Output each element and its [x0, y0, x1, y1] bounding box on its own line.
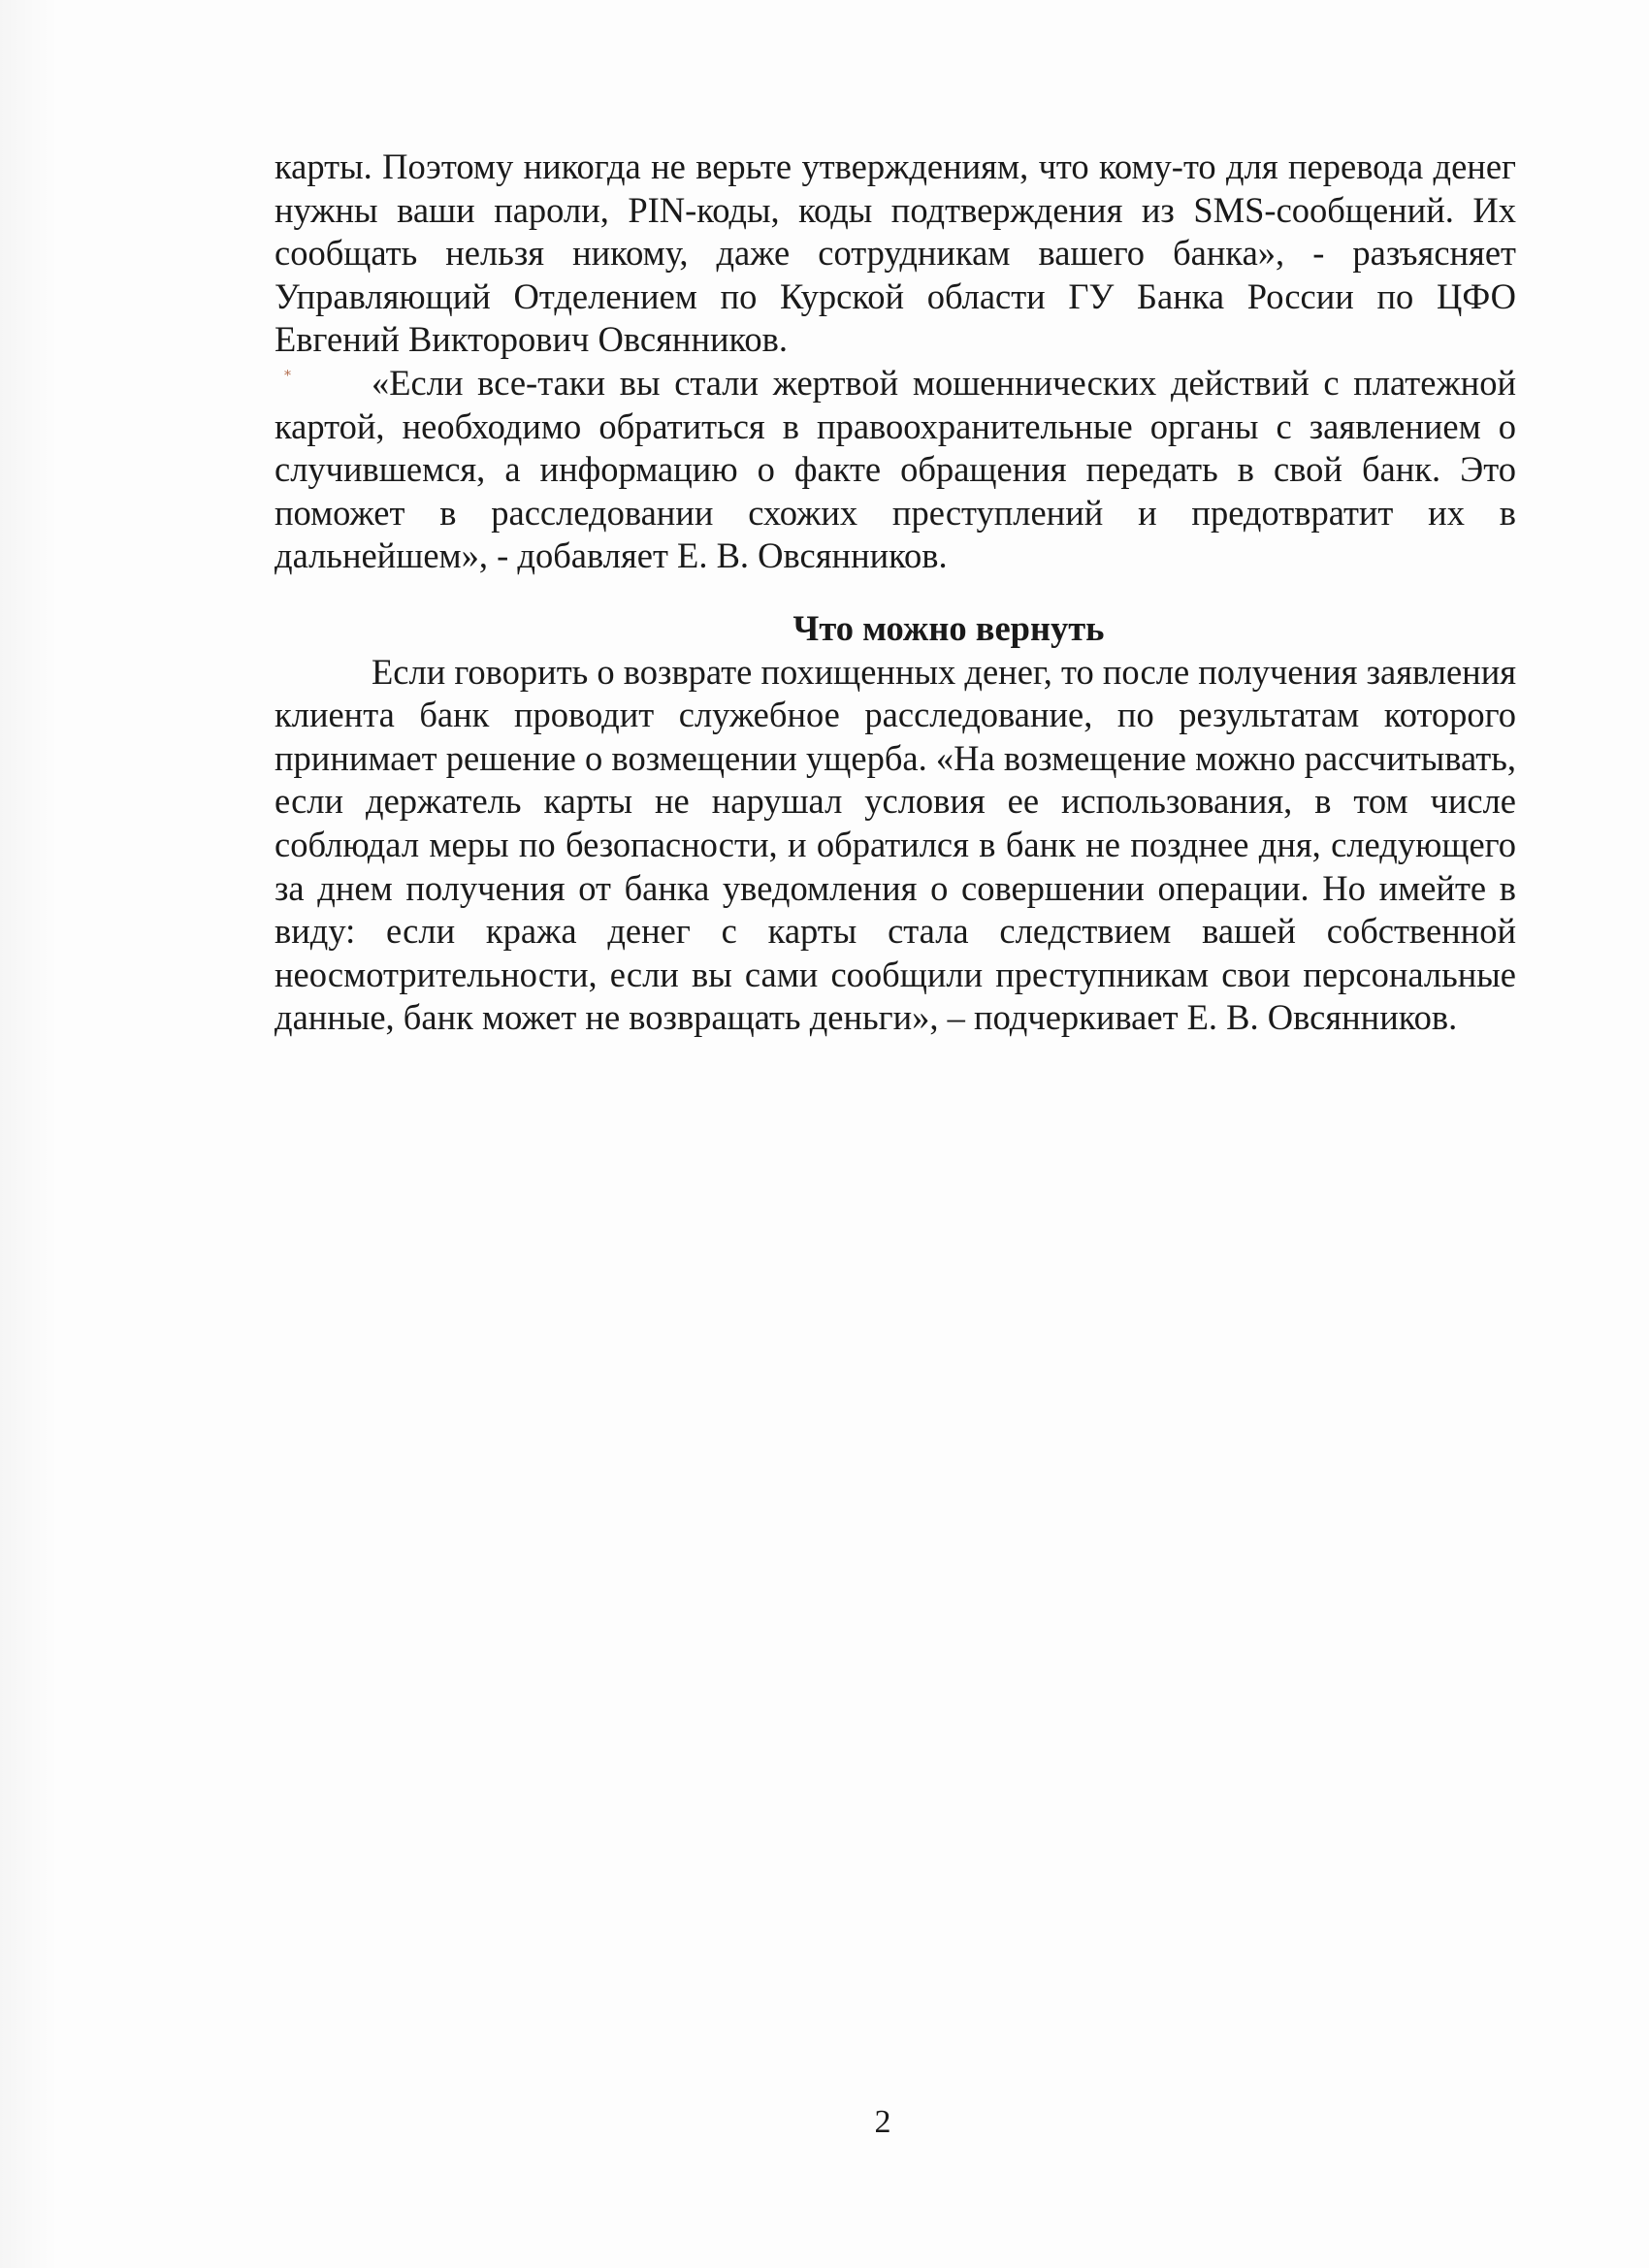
paragraph-continuation: карты. Поэтому никогда не верьте утверждениям, что кому-то для перевода денег нужны ваши пароли, PIN-коды, коды подтверждения из SMS-сообщений. Их сообщать нельзя никому, даже сотрудникам вашего банка», - разъясняет Управляющий Отделением по Курской области ГУ Банка России по ЦФО Евгений Викторович Овсянников.: [275, 146, 1516, 360]
paragraph-refund: Если говорить о возврате похищенных денег, то после получения заявления клиента банк проводит служебное расследование, по результатам которого принимает решение о возмещении ущерба. «На возмещение можно рассчитывать, если держатель карты не нарушал условия ее использования, в том числе соблюдал меры по безопасности, и обратился в банк не позднее дня, следующего за днем получения от банка уведомления о совершении операции. Но имейте в виду: если кража денег с карты стала следствием вашей собственной неосмотрительности, если вы сами сообщили преступникам свои персональные данные, банк может не возвращать деньги», – подчеркивает Е. В. Овсянников.: [275, 651, 1517, 1038]
section-heading: Что можно вернуть: [792, 607, 1105, 648]
document-body: [275, 146, 1516, 1040]
ink-speck-mark: ⁎: [284, 365, 291, 379]
page-number: 2: [874, 2104, 891, 2140]
scan-edge-shadow: [0, 0, 58, 2268]
paragraph-victim-advice: «Если все-таки вы стали жертвой мошеннических действий с платежной картой, необходимо обратиться в правоохранительные органы с заявлением о случившемся, а информацию о факте обращения передать в свой банк. Это поможет в расследовании схожих преступлений и предотвратит их в дальнейшем», - добавляет Е. В. Овсянников.: [275, 362, 1516, 576]
